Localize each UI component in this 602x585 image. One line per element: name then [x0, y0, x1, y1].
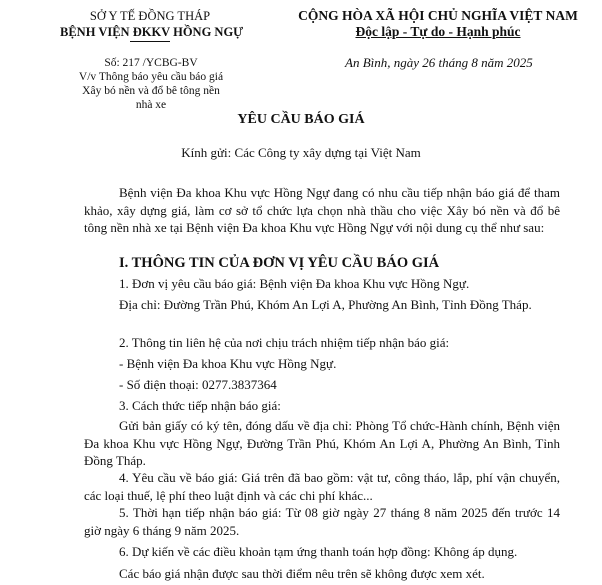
item-3-text: Gửi bản giấy có ký tên, đóng dấu về địa chỉ: Phòng Tổ chức-Hành chính, Bệnh viện Đa khoa Khu vực Hồng Ngự, Đường Trần Phú, Khóm An Lợi A, Phường An Bình, Tỉnh Đồng Tháp.	[84, 418, 560, 468]
doc-reference	[56, 56, 246, 112]
item-6: 6. Dự kiến về các điều khoản tạm ứng thanh toán hợp đồng: Không áp dụng.	[119, 544, 518, 559]
item-2: 2. Thông tin liên hệ của nơi chịu trách nhiệm tiếp nhận báo giá:	[119, 335, 450, 350]
closing-note: Các báo giá nhận được sau thời điểm nêu trên sẽ không được xem xét.	[119, 566, 485, 581]
document-title: YÊU CẦU BÁO GIÁ	[237, 112, 365, 127]
item-3: 3. Cách thức tiếp nhận báo giá:	[119, 398, 281, 413]
subject-line2: Xây bó nền và đổ bê tông nền	[82, 85, 220, 97]
subject-line1: V/v Thông báo yêu cầu báo giá	[78, 71, 224, 83]
intro-paragraph: Bệnh viện Đa khoa Khu vực Hồng Ngự đang có nhu cầu tiếp nhận báo giá để tham khảo, xây dựng giá, làm cơ sở tổ chức lựa chọn nhà thầu cho việc Xây bó nền và đổ bê tông nền nhà xe tại Bệnh viện Đa khoa Khu vực Hồng Ngự với nội dung cụ thể như sau:	[84, 185, 560, 235]
subject-line3: nhà xe	[135, 99, 167, 111]
item-5: 5. Thời hạn tiếp nhận báo giá: Từ 08 giờ ngày 27 tháng 8 năm 2025 đến trước 14 giờ ngày 6 tháng 9 năm 2025.	[84, 505, 560, 538]
org-line1: SỞ Y TẾ ĐỒNG THÁP	[89, 9, 211, 23]
issuer-underline	[130, 41, 170, 42]
item-1-address: Địa chỉ: Đường Trần Phú, Khóm An Lợi A, Phường An Bình, Tỉnh Đồng Tháp.	[119, 297, 532, 312]
nation-line1: CỘNG HÒA XÃ HỘI CHỦ NGHĨA VIỆT NAM	[298, 8, 578, 23]
doc-number: Số: 217 /YCBG-BV	[104, 57, 198, 69]
org-line2: BỆNH VIỆN ĐKKV HỒNG NGỰ	[60, 25, 244, 39]
place-date: An Bình, ngày 26 tháng 8 năm 2025	[345, 55, 533, 70]
nation-block	[282, 8, 594, 40]
recipient-line: Kính gửi: Các Công ty xây dựng tại Việt Nam	[181, 145, 421, 160]
item-1: 1. Đơn vị yêu cầu báo giá: Bệnh viện Đa khoa Khu vực Hồng Ngự.	[119, 276, 470, 291]
issuer-block	[60, 8, 244, 42]
item-4: 4. Yêu cầu về báo giá: Giá trên đã bao gồm: vật tư, công tháo, lắp, phí vận chuyển, các loại thuế, lệ phí theo luật định và các chi phí khác...	[84, 470, 560, 503]
item-2-a: - Bệnh viện Đa khoa Khu vực Hồng Ngự.	[119, 356, 337, 371]
nation-motto: Độc lập - Tự do - Hạnh phúc	[355, 24, 521, 39]
item-2-b: - Số điện thoại: 0277.3837364	[119, 377, 277, 392]
section1-heading: I. THÔNG TIN CỦA ĐƠN VỊ YÊU CẦU BÁO GIÁ	[119, 255, 440, 271]
